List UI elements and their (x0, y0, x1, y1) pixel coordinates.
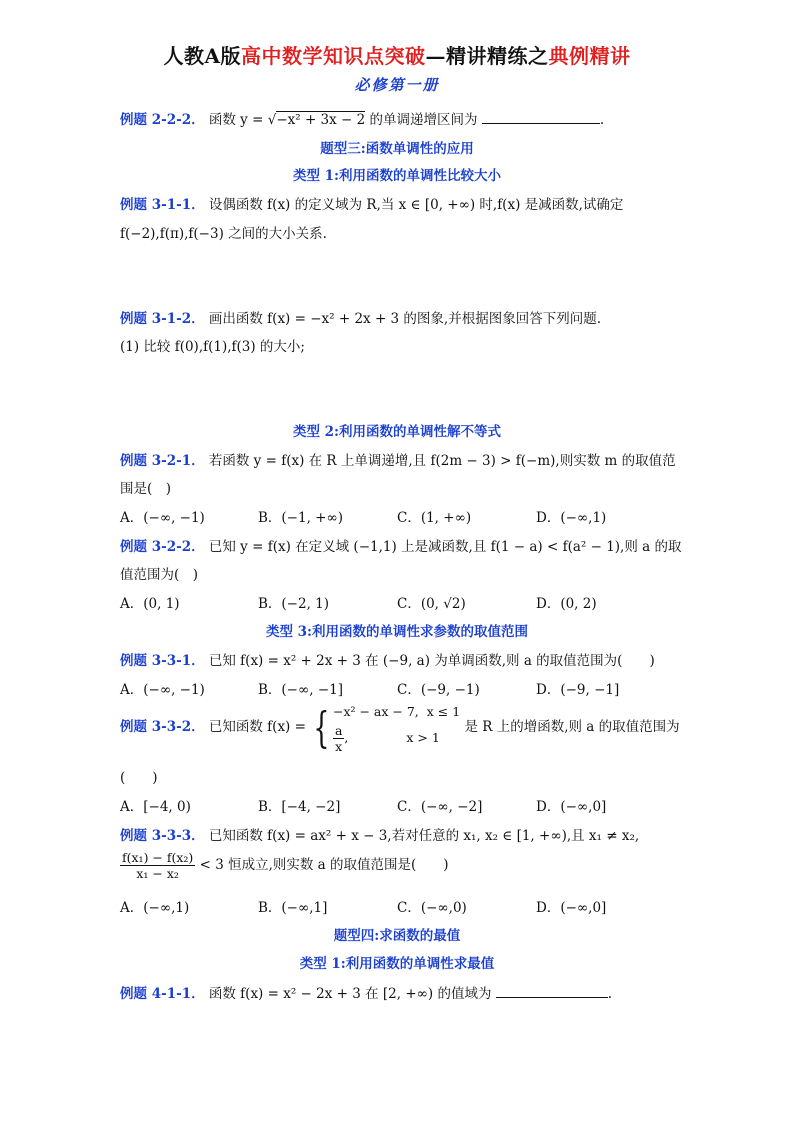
brace-symbol: { (313, 702, 330, 752)
title-part-1: 人教A版 (163, 44, 242, 68)
section-heading-type4: 题型四:求函数的最值 (333, 928, 461, 944)
difference-quotient (120, 850, 195, 881)
case-2: $\frac{a}{x}$ , x > 1 (334, 723, 440, 754)
example-2-2-2 (120, 108, 604, 128)
example-label: 例题 3-2-2． (120, 539, 205, 555)
document-subtitle: 必修第一册 (354, 76, 440, 94)
option-b[interactable]: B．(−∞, −1] (258, 682, 343, 698)
fraction-numerator: f(x₁) − f(x₂) (122, 850, 194, 865)
question-text: 是 R 上的增函数,则 a 的取值范围为 (464, 719, 680, 735)
example-3-3-3 (120, 824, 639, 844)
fraction-numerator: a (334, 723, 343, 738)
subsection-heading-3-3: 类型 3:利用函数的单调性求参数的取值范围 (265, 624, 529, 640)
section-heading-type3: 题型三:函数单调性的应用 (320, 141, 474, 157)
example-label: 例题 3-3-1． (120, 653, 205, 669)
question-text-line2: ( ) (120, 770, 158, 786)
example-4-1-1 (120, 982, 612, 1002)
example-label: 例题 3-1-1． (120, 197, 205, 213)
sqrt-symbol: √ (267, 112, 277, 128)
radical-expression: −x² + 3x − 2 (276, 112, 366, 128)
title-part-2: 高中数学知识点突破 (241, 44, 426, 68)
option-c[interactable]: C．(0, √2) (397, 596, 466, 612)
question-text: 画出函数 f(x) = −x² + 2x + 3 的图象,并根据图象回答下列问题. (208, 311, 602, 327)
question-text: 设偶函数 f(x) 的定义域为 R,当 x ∈ [0, +∞) 时,f(x) 是减函数,试确定 (208, 197, 624, 213)
case-2-fraction (333, 723, 344, 754)
example-3-1-2 (120, 307, 601, 327)
example-3-2-1 (120, 449, 676, 469)
example-label: 例题 3-1-2． (120, 311, 205, 327)
fraction-denominator: x (335, 739, 343, 754)
example-3-3-2 (120, 701, 680, 754)
question-text: 的单调递增区间为 (365, 112, 478, 128)
answer-blank[interactable] (496, 985, 608, 998)
option-c[interactable]: C．(−∞, −2] (397, 799, 483, 815)
question-text-line2: f(−2),f(π),f(−3) 之间的大小关系. (120, 226, 327, 242)
case-1 (333, 701, 460, 723)
piecewise-cases (333, 701, 460, 754)
question-text-line2 (120, 850, 449, 881)
subsection-heading-3-1: 类型 1:利用函数的单调性比较大小 (292, 168, 502, 184)
example-3-1-1 (120, 193, 623, 213)
question-text: 已知 f(x) = x² + 2x + 3 在 (−9, a) 为单调函数,则 a 的取值范围为( ) (208, 653, 655, 669)
example-label: 例题 3-2-1． (120, 453, 205, 469)
question-text: < 3 恒成立,则实数 a 的取值范围是( ) (199, 857, 449, 873)
option-c[interactable]: C．(−∞,0) (397, 900, 467, 916)
option-a[interactable]: A．[−4, 0) (120, 799, 191, 815)
option-a[interactable]: A．(−∞,1) (120, 900, 190, 916)
title-part-3: —精讲精练之 (425, 44, 549, 68)
question-text: 已知函数 f(x) = ax² + x − 3,若对任意的 x₁, x₂ ∈ [1, +∞),且 x₁ ≠ x₂, (208, 828, 640, 844)
option-a[interactable]: A．(−∞, −1) (120, 682, 205, 698)
question-text: 函数 y = (208, 112, 268, 128)
question-text-line2: 值范围为( ) (120, 567, 199, 583)
period: . (607, 986, 613, 1002)
subsection-heading-4-1: 类型 1:利用函数的单调性求最值 (299, 956, 495, 972)
option-d[interactable]: D．(−∞,0] (536, 900, 607, 916)
option-d[interactable]: D．(−∞,0] (536, 799, 607, 815)
option-b[interactable]: B．(−1, +∞) (258, 510, 343, 526)
option-d[interactable]: D．(−∞,1) (536, 510, 607, 526)
case-1-condition: x ≤ 1 (426, 704, 461, 719)
question-text-line2: 围是( ) (120, 481, 172, 497)
title-part-4: 典例精讲 (548, 44, 631, 68)
question-text: 已知函数 f(x) = (208, 719, 311, 735)
example-label: 例题 3-3-2． (120, 719, 205, 735)
document-title (0, 40, 794, 69)
option-c[interactable]: C．(1, +∞) (397, 510, 472, 526)
example-3-3-1 (120, 649, 655, 669)
option-d[interactable]: D．(0, 2) (536, 596, 597, 612)
option-a[interactable]: A．(0, 1) (120, 596, 180, 612)
example-label: 例题 4-1-1． (120, 986, 205, 1002)
example-3-2-2 (120, 535, 681, 555)
example-label: 例题 3-3-3． (120, 828, 205, 844)
period: . (599, 112, 605, 128)
subsection-heading-3-2: 类型 2:利用函数的单调性解不等式 (292, 424, 502, 440)
question-text: 函数 f(x) = x² − 2x + 3 在 [2, +∞) 的值域为 (208, 986, 492, 1002)
question-text: 已知 y = f(x) 在定义域 (−1,1) 上是减函数,且 f(1 − a) < f(a² − 1),则 a 的取 (208, 539, 682, 555)
option-b[interactable]: B．(−∞,1] (258, 900, 328, 916)
case-2-condition: x > 1 (406, 730, 440, 745)
option-c[interactable]: C．(−9, −1) (397, 682, 480, 698)
case-1-expression: −x² − ax − 7, (332, 704, 419, 719)
option-b[interactable]: B．(−2, 1) (258, 596, 330, 612)
answer-blank[interactable] (482, 111, 600, 124)
question-part-1: (1) 比较 f(0),f(1),f(3) 的大小; (120, 339, 305, 355)
example-label: 例题 2-2-2． (120, 112, 205, 128)
option-a[interactable]: A．(−∞, −1) (120, 510, 205, 526)
fraction-denominator: x₁ − x₂ (136, 866, 179, 881)
option-b[interactable]: B．[−4, −2] (258, 799, 341, 815)
question-text: 若函数 y = f(x) 在 R 上单调递增,且 f(2m − 3) > f(−m),则实数 m 的取值范 (208, 453, 676, 469)
option-d[interactable]: D．(−9, −1] (536, 682, 620, 698)
